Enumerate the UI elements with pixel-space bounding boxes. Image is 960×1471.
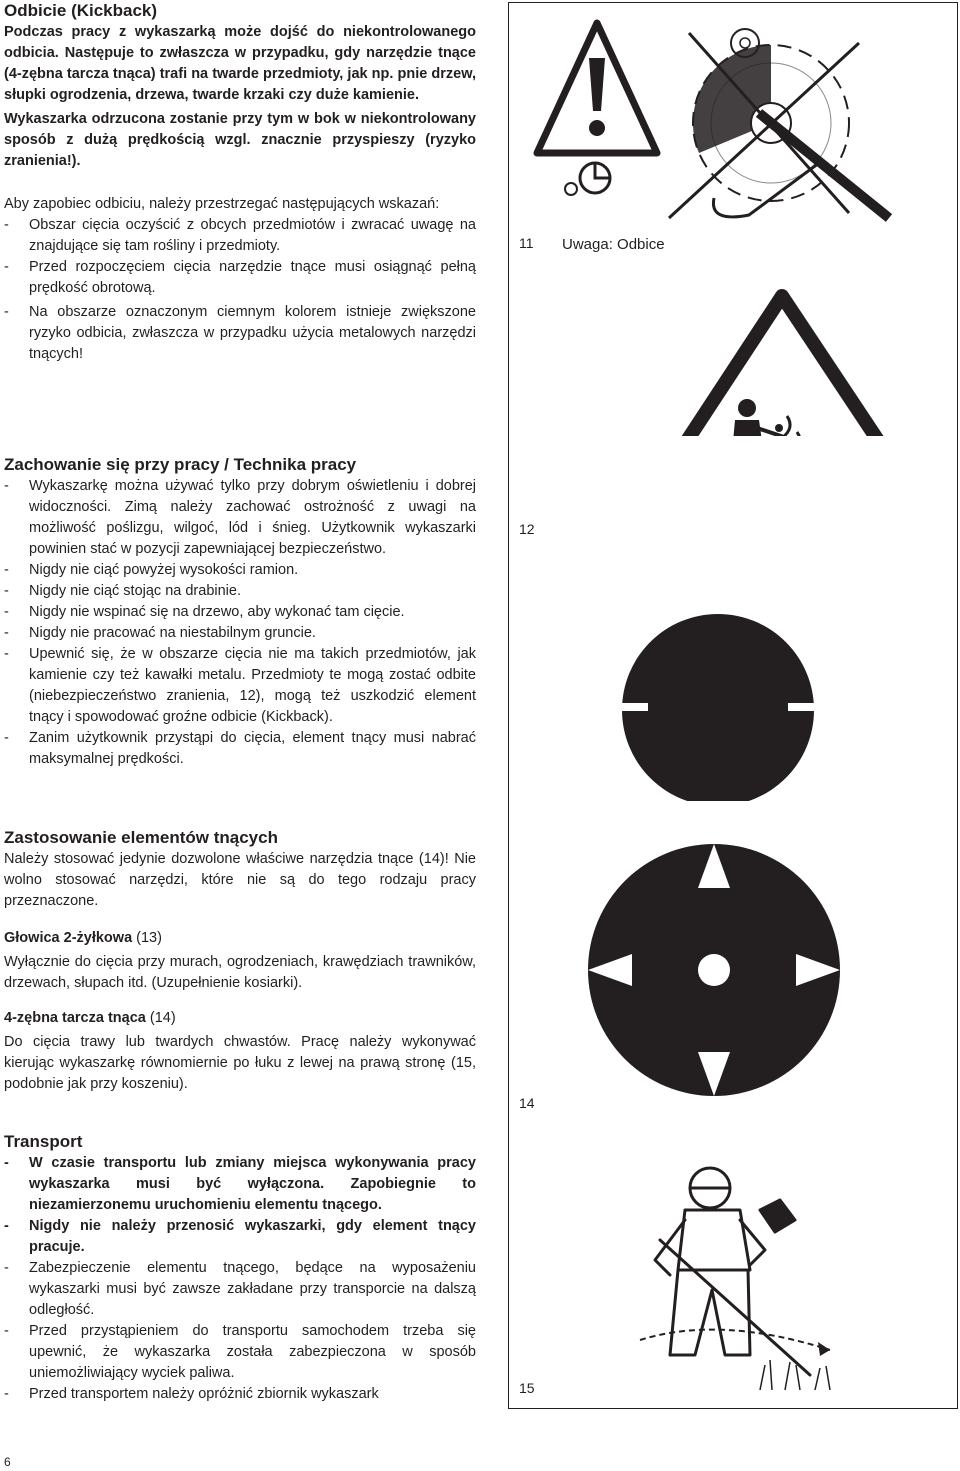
figure-kickback-zone <box>508 2 958 224</box>
kickback-list <box>4 215 476 365</box>
rotation-arrow-icon <box>565 163 610 195</box>
disc-text: Do cięcia trawy lub twardych chwastów. Pracę należy wykonywać kierując wykaszarkę równomiernie po łuku z lewej na prawą stronę (15, podobnie jak przy koszeniu). <box>4 1034 476 1092</box>
list-item: - Nigdy nie pracować na niestabilnym gruncie. <box>4 623 476 644</box>
list-item: - Nigdy nie ciąć stojąc na drabinie. <box>4 581 476 602</box>
technique-heading: Zachowanie się przy pracy / Technika pracy <box>4 455 357 474</box>
kickback-intro: Aby zapobiec odbiciu, należy przestrzegać następujących wskazań: <box>4 196 440 212</box>
operator-with-trimmer-illustration <box>600 1140 860 1400</box>
list-item: - Przed przystąpieniem do transportu samochodem trzeba się upewnić, że wykaszarka została zabezpieczona w sposób uniemożliwiający wyciek paliwa. <box>4 1321 476 1384</box>
list-item: - Wykaszarkę można używać tylko przy dobrym oświetleniu i dobrej widoczności. Zimą należy zachować ostrożność z uwagi na możliwość poślizgu, wilgoć, lód i śnieg. Użytkownik wykaszarki powinien stać w pozycji zapewniającej bezpieczeństwo. <box>4 476 476 560</box>
head2-title-line <box>4 928 476 949</box>
technique-list <box>4 476 476 770</box>
figure-11-number: 11 <box>519 235 534 251</box>
list-item: - W czasie transportu lub zmiany miejsca wykonywania pracy wykaszarka musi być wyłączona. Zapobiegnie to niezamierzonemu uruchomieniu elementu tnącego. <box>4 1153 476 1216</box>
figure-14-number: 14 <box>519 1095 535 1111</box>
cutting-heading: Zastosowanie elementów tnących <box>4 828 278 847</box>
list-item: - Przed rozpoczęciem cięcia narzędzie tnące musi osiągnąć pełną prędkość obrotową. <box>4 257 476 299</box>
kickback-zone-illustration <box>509 3 957 223</box>
kickback-section <box>4 0 476 365</box>
figure-11-header <box>508 222 958 288</box>
warning-triangle-icon <box>537 23 657 153</box>
figure-12-number: 12 <box>519 521 535 537</box>
list-item: - Przed transportem należy opróżnić zbiornik wykaszark <box>4 1384 476 1405</box>
list-item: - Zabezpieczenie elementu tnącego, będące na wyposażeniu wykaszarki musi być zawsze zakładane przy transporcie na dalszą odległość. <box>4 1258 476 1321</box>
disc-title-line <box>4 1008 476 1029</box>
kickback-para1: Podczas pracy z wykaszarką może dojść do niekontrolowanego odbicia. Następuje to zwłaszcza w przypadku, gdy narzędzie tnące (4-zębna tarcza tnąca) trafi na twarde przedmioty, jak np. pnie drzew, słupki ogrodzenia, drzewa, twarde krzaki czy duże kamienie. <box>4 24 476 103</box>
head2-title: Głowica 2-żyłkowa <box>4 930 133 946</box>
figure-15-number: 15 <box>519 1380 535 1396</box>
cutting-para: Należy stosować jedynie dozwolone właściwe narzędzia tnące (14)! Nie wolno stosować narzędzi, które nie są do tego rodzaju pracy przeznaczone. <box>4 851 476 909</box>
page-number: 6 <box>4 1455 11 1469</box>
head2-ref: (13) <box>132 930 162 946</box>
list-item: - Nigdy nie należy przenosić wykaszarki, gdy element tnący pracuje. <box>4 1216 476 1258</box>
two-line-head-illustration <box>618 610 818 810</box>
cutting-section <box>4 827 476 1095</box>
transport-section <box>4 1131 476 1405</box>
list-item: - Obszar cięcia oczyścić z obcych przedmiotów i zwracać uwagę na znajdujące się tam rośliny i przedmioty. <box>4 215 476 257</box>
four-tooth-blade-illustration <box>582 840 847 1100</box>
figure-11-caption: Uwaga: Odbice <box>562 236 665 253</box>
transport-heading: Transport <box>4 1132 83 1151</box>
kickback-heading: Odbicie (Kickback) <box>4 1 158 20</box>
list-item: - Zanim użytkownik przystąpi do cięcia, element tnący musi nabrać maksymalnej prędkości. <box>4 728 476 770</box>
list-item: - Nigdy nie ciąć powyżej wysokości ramion. <box>4 560 476 581</box>
disc-ref: (14) <box>145 1010 176 1026</box>
grass-icon <box>760 1360 830 1390</box>
technique-section <box>4 454 476 770</box>
kickback-para2: Wykaszarka odrzucona zostanie przy tym w bok w niekontrolowany sposób z dużą prędkością wzgl. znacznie przyspieszy (ryzyko zranienia!). <box>4 111 476 169</box>
transport-list <box>4 1153 476 1405</box>
disc-title: 4-zębna tarcza tnąca <box>4 1010 146 1026</box>
list-item: - Upewnić się, że w obszarze cięcia nie ma takich przedmiotów, jak kamienie czy też kawałki metalu. Przedmioty te mogą zostać odbite (niebezpieczeństwo zranienia, 12), mogą też uszkodzić element tnący i spowodować groźne odbicie (Kickback). <box>4 644 476 728</box>
list-item: - Na obszarze oznaczonym ciemnym kolorem istnieje zwiększone ryzyko odbicia, zwłaszcza w przypadku użycia metalowych narzędzi tnących! <box>4 302 476 365</box>
list-item: - Nigdy nie wspinać się na drzewo, aby wykonać tam cięcie. <box>4 602 476 623</box>
head2-text: Wyłącznie do cięcia przy murach, ogrodzeniach, krawędziach trawników, drzewach, słupach itd. (Uzupełnienie kosiarki). <box>4 954 476 991</box>
